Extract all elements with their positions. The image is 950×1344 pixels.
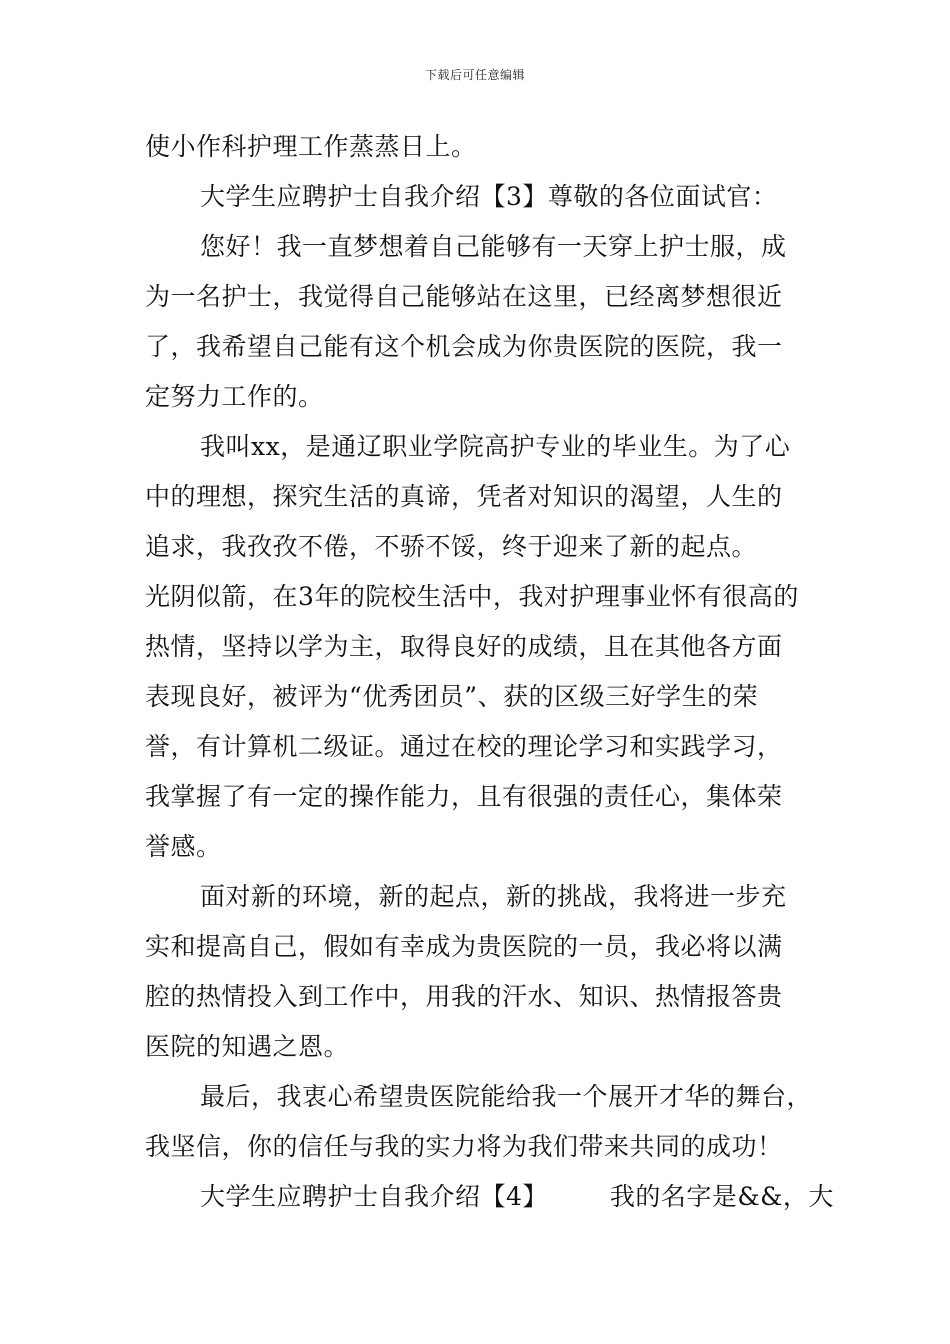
section-heading-3: 大学生应聘护士自我介绍【3】尊敬的各位面试官：	[200, 182, 778, 211]
text-line: 使小作科护理工作蒸蒸日上。	[145, 132, 477, 161]
text-line: 医院的知遇之恩。	[145, 1032, 350, 1061]
text-line: 中的理想，探究生活的真谛，凭者对知识的渴望，人生的	[145, 482, 783, 511]
text-line: 我坚信，你的信任与我的实力将为我们带来共同的成功！	[145, 1132, 783, 1161]
text-line: 最后，我衷心希望贵医院能给我一个展开才华的舞台，	[200, 1082, 813, 1111]
text-line: 实和提高自己，假如有幸成为贵医院的一员，我必将以满	[145, 932, 783, 961]
page-header: 下载后可任意编辑	[424, 68, 525, 82]
section-heading-4: 大学生应聘护士自我介绍【4】	[200, 1182, 548, 1211]
text-line: 我掌握了有一定的操作能力，且有很强的责任心，集体荣	[145, 782, 783, 811]
text-line: 誉感。	[145, 832, 222, 861]
text-fragment: 我的名字是&&，大	[609, 1182, 834, 1211]
text-line: 我叫xx，是通辽职业学院高护专业的毕业生。为了心	[200, 432, 791, 461]
text-line: 表现良好，被评为“优秀团员”、获的区级三好学生的荣	[145, 682, 759, 711]
text-line: 定努力工作的。	[145, 382, 324, 411]
text-line: 您好！我一直梦想着自己能够有一天穿上护士服，成	[200, 232, 787, 261]
text-line: 为一名护士，我觉得自己能够站在这里，已经离梦想很近	[145, 282, 783, 311]
text-line: 追求，我孜孜不倦，不骄不馁，终于迎来了新的起点。	[145, 532, 758, 561]
text-line: 面对新的环境，新的起点，新的挑战，我将进一步充	[200, 882, 787, 911]
text-line: 光阴似箭，在3年的院校生活中，我对护理事业怀有很高的	[145, 582, 799, 611]
text-line: 腔的热情投入到工作中，用我的汗水、知识、热情报答贵	[145, 982, 783, 1011]
text-line: 了，我希望自己能有这个机会成为你贵医院的医院，我一	[145, 332, 783, 361]
section-heading-4-line	[200, 1182, 834, 1212]
text-line: 誉，有计算机二级证。通过在校的理论学习和实践学习，	[145, 732, 783, 761]
text-line: 热情，坚持以学为主，取得良好的成绩，且在其他各方面	[145, 632, 783, 661]
